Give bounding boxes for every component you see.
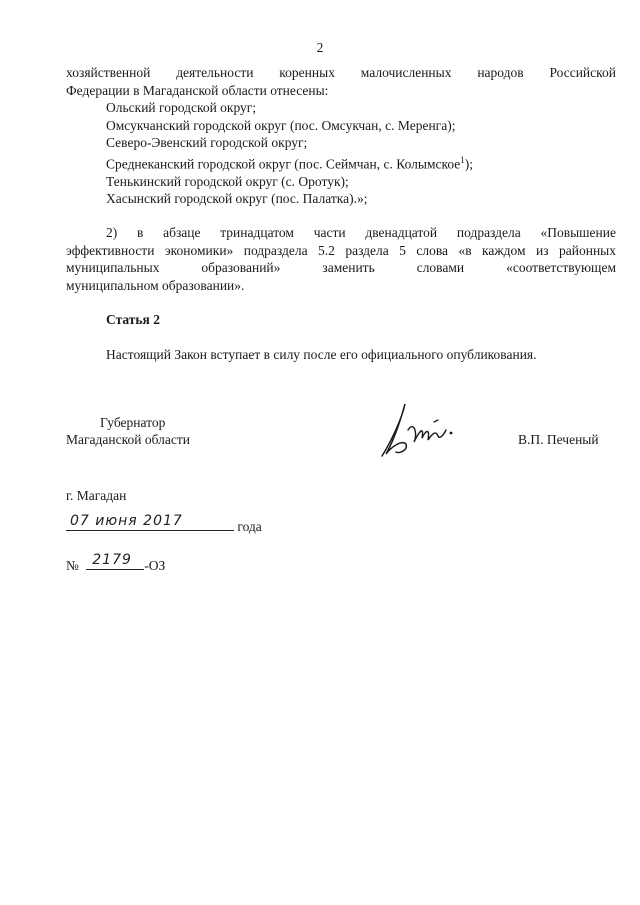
number-handwritten: 2179 [92,552,132,568]
intro-line: Федерации в Магаданской области отнесены: [66,82,329,98]
adoption-date [66,514,262,535]
article-heading: Статья 2 [106,312,160,327]
city-name: г. Магадан [66,488,127,503]
page-number: 2 [316,40,324,55]
district-item: Ольский городской округ; [106,100,257,115]
district-tail: ); [464,156,474,172]
date-handwritten: 07 июня 2017 [70,513,183,529]
amendment-line: муниципальных образований» заменить словами «соответствующем [66,260,616,276]
number-suffix: -ОЗ [144,558,166,573]
amendment-line: эффективности экономики» подраздела 5.2 раздела 5 слова «в каждом из районных [66,242,616,258]
number-prefix: № [66,558,79,573]
intro-line: хозяйственной деятельности коренных малочисленных народов Российской [66,65,616,80]
governor-title: Губернатор [100,415,166,430]
district-item: Хасынский городской округ (пос. Палатка).»; [106,191,368,207]
amendment-paragraph [66,224,616,294]
law-number [66,553,165,574]
intro-paragraph [66,64,616,99]
amendment-line: муниципальном образовании». [66,277,245,293]
districts-list [66,99,640,208]
governor-region: Магаданской области [66,432,190,447]
amendment-line: 2) в абзаце тринадцатом части двенадцатой подраздела «Повышение [106,225,616,240]
district-item: Тенькинский городской округ (с. Оротук); [106,173,349,189]
district-text: Среднеканский городской округ (пос. Сеймчан, с. Колымское [106,156,461,172]
effect-clause: Настоящий Закон вступает в силу после его официального опубликования. [106,347,537,362]
date-suffix: года [237,519,262,534]
district-item: Северо-Эвенский городской округ; [106,135,308,151]
date-blank [66,514,234,531]
footnote-mark: 1 [460,154,465,165]
governor-name: В.П. Печеный [518,432,599,447]
district-item: Омсукчанский городской округ (пос. Омсукчан, с. Меренга); [106,117,456,133]
district-item [106,152,640,173]
number-blank [86,553,144,570]
handwritten-signature [372,400,462,462]
